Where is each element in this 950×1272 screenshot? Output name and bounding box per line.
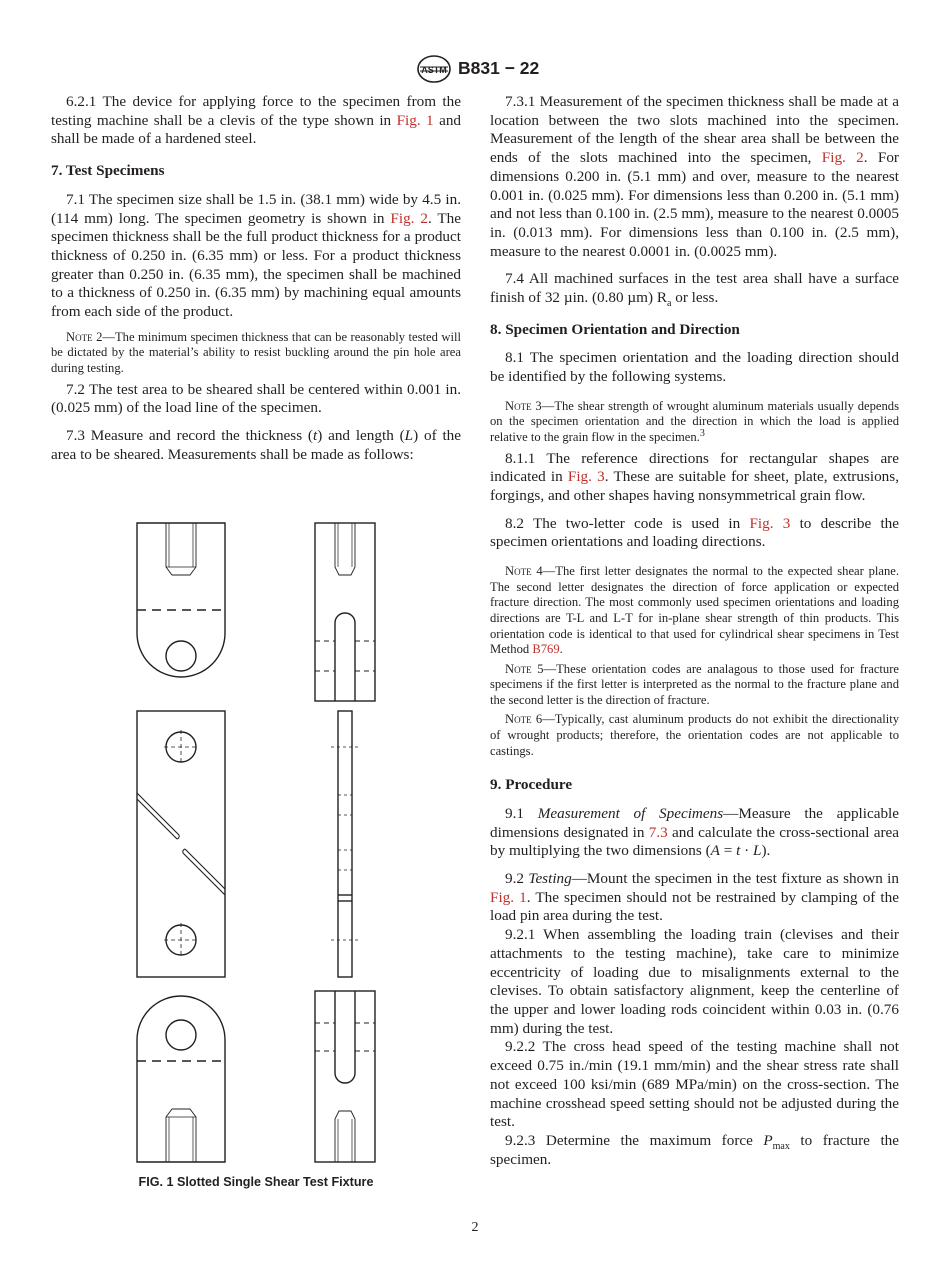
figure-1: [51, 515, 461, 1205]
paragraph-8-2: 8.2 The two-letter code is used in Fig. 3 to describe the specimen orientations and loading directions.: [490, 514, 900, 551]
paragraph-7-4: 7.4 All machined surfaces in the test area shall have a surface finish of 32 µin. (0.80 µm) $R_a$ or less.: [490, 270, 899, 310]
paragraph-7-3-1: 7.3.1 Measurement of the specimen thickness shall be made at a location between the two slots machined into the specimen. Measurement of the length of the shear area shall be between the ends of the slots machined into the specimen, Fig. 2. For dimensions 0.200 in. (5.1 mm) and over, measure to the nearest 0.001 in. (0.025 mm). For dimensions less than 0.200 in. (5.1 mm) and not less than 0.100 in. (2.5 mm), measure to the nearest 0.0005 in. (0.013 mm). For dimensions less than 0.100 in. (2.5 mm), measure to the nearest 0.0001 in. (0.0025 mm).: [490, 93, 899, 260]
b769-link[interactable]: B769: [532, 642, 560, 657]
note-3: Note 3—The shear strength of wrought aluminum materials usually depends on the specimen orientation and the direction in which the load is applied relative to the grain flow in the specimen.$^3$: [490, 398, 899, 445]
paragraph-8-1-1: 8.1.1 The reference directions for rectangular shapes are indicated in Fig. 3. These are suitable for sheet, plate, extrusions, forgings, and other shapes having nonsymmetrical grain flow.: [490, 449, 899, 505]
fig-2-link[interactable]: Fig. 2: [390, 209, 428, 227]
section-7-3-link[interactable]: 7.3: [648, 823, 668, 841]
note-5: Note 5—These orientation codes are analagous to those used for fracture specimens if the first letter is interpreted as the normal to the fracture plane and the second letter is the direction of fracture.: [490, 661, 899, 707]
fig-1-link[interactable]: Fig. 1: [396, 111, 434, 129]
note-2: Note 2—The minimum specimen thickness that can be reasonably tested will be dictated by the material’s ability to resist buckling around the pin hole area during testing.: [51, 329, 461, 375]
svg-text:ASTM: ASTM: [421, 65, 447, 75]
paragraph-9-2-2: 9.2.2 The cross head speed of the testing machine shall not exceed 0.75 in./min (19.1 mm/min) and the shear stress rate shall not exceed 100 ksi/min (689 MPa/min) on the cross-section. The machine crosshead speed setting should not be adjusted during the test.: [490, 1038, 899, 1131]
paragraph-6-2-1: 6.2.1 The device for applying force to the specimen from the testing machine shall be a clevis of the type shown in Fig. 1 and shall be made of a hardened steel.: [51, 93, 462, 148]
figure-1-caption: FIG. 1 Slotted Single Shear Test Fixture: [138, 1175, 374, 1189]
right-column: [490, 93, 899, 1169]
paragraph-9-2-1: 9.2.1 When assembling the loading train (clevises and their attachments to the testing machine), take care to minimize eccentricity of loading due to misalignments external to the clevises. To obtain satisfactory alignment, keep the centerline of the upper and lower loading rods coincident within 0.03 in. (0.76 mm) during the test.: [490, 926, 899, 1037]
page-number: 2: [471, 1220, 479, 1235]
lower-clevis-front: [137, 996, 225, 1162]
paragraph-9-2-3: 9.2.3 Determine the maximum force $P_{max}$ to fracture the specimen.: [490, 1131, 899, 1168]
specimen-front: [137, 711, 225, 977]
fig-2-link[interactable]: Fig. 2: [821, 149, 864, 167]
note-4: Note 4—The first letter designates the normal to the expected shear plane. The second letter designates the direction of force application or expected fracture direction. The most commonly used specimen orientations and loading directions are T-L and L-T for in-plane shear strength of thin products. This orientation code is identical to that used for cylindrical shear specimens in Test Method B769.: [490, 564, 899, 657]
fig-3-link[interactable]: Fig. 3: [749, 514, 791, 532]
fig-3-link[interactable]: Fig. 3: [567, 468, 605, 486]
section-heading-8: 8. Specimen Orientation and Direction: [490, 320, 740, 338]
paragraph-9-1: 9.1 Measurement of Specimens—Measure the applicable dimensions designated in 7.3 and calculate the cross-sectional area by multiplying the two dimensions (A = t · L).: [490, 804, 900, 860]
lower-clevis-side: [315, 991, 375, 1162]
paragraph-7-1: 7.1 The specimen size shall be 1.5 in. (38.1 mm) wide by 4.5 in. (114 mm) long. The specimen geometry is shown in Fig. 2. The specimen thickness shall be the full product thickness for a product thickness of 0.250 in. (6.35 mm) or less. For a product thickness greater than 0.250 in. (6.35 mm), the specimen shall be machined to a thickness of 0.250 in. (6.35 mm) by machining equal amounts from each side of the product.: [51, 190, 461, 321]
test-fixture-drawing: [51, 515, 461, 1170]
section-heading-9: 9. Procedure: [490, 776, 573, 794]
paragraph-7-3: 7.3 Measure and record the thickness (t) and length (L) of the area to be sheared. Measurements shall be made as follows:: [51, 426, 461, 463]
paragraph-7-2: 7.2 The test area to be sheared shall be centered within 0.001 in. (0.025 mm) of the load line of the specimen.: [51, 380, 461, 417]
note-6: Note 6—Typically, cast aluminum products do not exhibit the directionality of wrought products; therefore, the orientation codes are not applicable to castings.: [490, 712, 899, 758]
astm-logo: [414, 54, 454, 84]
fig-1-link[interactable]: Fig. 1: [490, 888, 527, 906]
section-heading-7: 7. Test Specimens: [51, 162, 165, 180]
specimen-side: [331, 711, 359, 977]
document-id: B831 − 22: [458, 58, 540, 78]
paragraph-8-1: 8.1 The specimen orientation and the loading direction should be identified by the following systems.: [490, 349, 899, 386]
upper-clevis-front: [137, 523, 225, 677]
paragraph-9-2: 9.2 Testing—Mount the specimen in the test fixture as shown in Fig. 1. The specimen should not be restrained by clamping of the load pin area during the test.: [490, 870, 899, 925]
left-column: [51, 93, 461, 464]
page-header: [0, 54, 950, 84]
upper-clevis-side: [315, 523, 375, 701]
